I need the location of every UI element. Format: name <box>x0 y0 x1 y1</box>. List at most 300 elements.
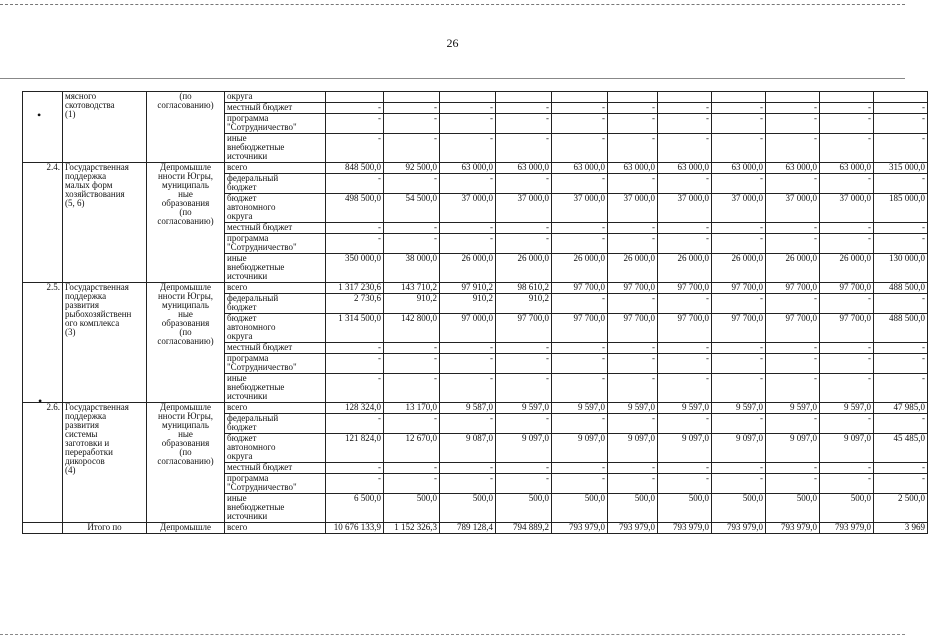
amount-cell: 6 500,0 <box>326 494 384 523</box>
funding-source <box>225 134 326 163</box>
amount-cell: 9 097,0 <box>608 434 658 463</box>
amount-cell: - <box>326 103 384 114</box>
amount-cell: - <box>820 463 874 474</box>
amount-cell: 9 597,0 <box>658 403 712 414</box>
amount-cell: 37 000,0 <box>496 194 552 223</box>
amount-cell: - <box>552 223 608 234</box>
amount-cell: 1 317 230,6 <box>326 283 384 294</box>
cell-line: бюджет <box>227 302 257 312</box>
amount-cell: 143 710,2 <box>384 283 440 294</box>
cell-line: развития <box>65 300 100 310</box>
amount-cell: 9 597,0 <box>496 403 552 414</box>
amount-cell: - <box>552 354 608 374</box>
amount-cell <box>384 92 440 103</box>
funding-source <box>225 103 326 114</box>
amount-cell: 63 000,0 <box>608 163 658 174</box>
amount-cell: 500,0 <box>496 494 552 523</box>
amount-cell: - <box>384 103 440 114</box>
amount-cell: - <box>326 223 384 234</box>
amount-cell: 12 670,0 <box>384 434 440 463</box>
amount-cell: - <box>496 134 552 163</box>
cell-line: "Сотрудничество" <box>227 362 297 372</box>
cell-line: иные <box>227 253 247 263</box>
amount-cell: 789 128,4 <box>440 523 496 534</box>
amount-cell: - <box>608 114 658 134</box>
amount-cell: - <box>766 414 820 434</box>
amount-cell: - <box>326 374 384 403</box>
budget-table <box>22 91 928 534</box>
amount-cell: 9 097,0 <box>820 434 874 463</box>
funding-source <box>225 114 326 134</box>
amount-cell: 9 597,0 <box>820 403 874 414</box>
amount-cell: 9 587,0 <box>440 403 496 414</box>
amount-cell: - <box>326 474 384 494</box>
cell-line: местный бюджет <box>227 102 293 112</box>
amount-cell: 97 910,2 <box>440 283 496 294</box>
amount-cell: 488 500,0 <box>874 314 928 343</box>
amount-cell: - <box>326 114 384 134</box>
cell-line: (5, 6) <box>65 198 85 208</box>
cell-line: хозяйствования <box>65 189 125 199</box>
cell-line: ные <box>178 309 193 319</box>
amount-cell <box>326 92 384 103</box>
amount-cell: - <box>440 223 496 234</box>
amount-cell: - <box>874 294 928 314</box>
amount-cell <box>712 92 766 103</box>
amount-cell: 793 979,0 <box>820 523 874 534</box>
cell-line: поддержка <box>65 291 107 301</box>
amount-cell: - <box>820 174 874 194</box>
amount-cell: 9 097,0 <box>712 434 766 463</box>
amount-cell: 54 500,0 <box>384 194 440 223</box>
bottom-scan-rule <box>0 634 905 635</box>
cell-line: местный бюджет <box>227 222 293 232</box>
cell-line: согласованию) <box>157 336 214 346</box>
cell-line: всего <box>227 402 248 412</box>
cell-line: источники <box>227 391 268 401</box>
cell-line: развития <box>65 420 100 430</box>
amount-cell: - <box>712 343 766 354</box>
amount-cell: - <box>552 294 608 314</box>
amount-cell: - <box>712 234 766 254</box>
funding-source <box>225 414 326 434</box>
funding-source <box>225 434 326 463</box>
cell-line: "Сотрудничество" <box>227 242 297 252</box>
header-rule <box>0 78 905 79</box>
cell-line: бюджет <box>227 182 257 192</box>
amount-cell: - <box>820 103 874 114</box>
cell-line: источники <box>227 271 268 281</box>
amount-cell: - <box>384 134 440 163</box>
amount-cell: 38 000,0 <box>384 254 440 283</box>
amount-cell: 500,0 <box>658 494 712 523</box>
amount-cell: - <box>496 374 552 403</box>
amount-cell: 3 969 <box>874 523 928 534</box>
amount-cell: - <box>820 474 874 494</box>
amount-cell: 97 700,0 <box>496 314 552 343</box>
amount-cell: - <box>552 114 608 134</box>
amount-cell: 9 097,0 <box>496 434 552 463</box>
cell-line: внебюджетные <box>227 142 285 152</box>
amount-cell: - <box>496 354 552 374</box>
amount-cell: - <box>658 474 712 494</box>
amount-cell: 498 500,0 <box>326 194 384 223</box>
amount-cell: - <box>384 234 440 254</box>
amount-cell: 793 979,0 <box>766 523 820 534</box>
amount-cell: - <box>384 114 440 134</box>
amount-cell: - <box>608 103 658 114</box>
amount-cell: - <box>658 294 712 314</box>
cell-line: ого комплекса <box>65 318 120 328</box>
amount-cell: - <box>658 463 712 474</box>
amount-cell: - <box>766 134 820 163</box>
amount-cell: - <box>440 354 496 374</box>
amount-cell <box>440 92 496 103</box>
amount-cell: 63 000,0 <box>658 163 712 174</box>
amount-cell <box>496 92 552 103</box>
amount-cell: - <box>608 354 658 374</box>
item-number <box>23 92 63 163</box>
cell-line: нности Югры, <box>157 291 214 301</box>
funding-source <box>225 194 326 223</box>
item-number: 2.5. <box>23 283 63 403</box>
cell-line: Государственная <box>65 402 129 412</box>
amount-cell: 1 152 326,3 <box>384 523 440 534</box>
amount-cell: 500,0 <box>552 494 608 523</box>
cell-line: бюджет <box>227 313 257 323</box>
amount-cell: 97 700,0 <box>552 314 608 343</box>
amount-cell: - <box>766 294 820 314</box>
amount-cell: 9 087,0 <box>440 434 496 463</box>
table-row <box>23 163 928 174</box>
amount-cell: - <box>658 103 712 114</box>
cell-line: образования <box>161 438 210 448</box>
amount-cell: - <box>552 463 608 474</box>
amount-cell: 130 000,0 <box>874 254 928 283</box>
amount-cell: 2 730,6 <box>326 294 384 314</box>
item-name <box>63 92 147 163</box>
table-row <box>23 283 928 294</box>
item-executor <box>147 403 225 523</box>
amount-cell: - <box>658 374 712 403</box>
amount-cell: - <box>712 474 766 494</box>
amount-cell: 97 700,0 <box>820 283 874 294</box>
amount-cell: 500,0 <box>820 494 874 523</box>
amount-cell: - <box>712 414 766 434</box>
amount-cell: 97 700,0 <box>820 314 874 343</box>
amount-cell: 97 700,0 <box>766 283 820 294</box>
item-name <box>63 163 147 283</box>
amount-cell: - <box>874 114 928 134</box>
cell-line: нности Югры, <box>157 171 214 181</box>
amount-cell: - <box>326 463 384 474</box>
cell-line: всего <box>227 282 248 292</box>
cell-line: автономного <box>227 442 276 452</box>
cell-line: Депромышле <box>159 282 212 292</box>
amount-cell: 37 000,0 <box>658 194 712 223</box>
amount-cell: 121 824,0 <box>326 434 384 463</box>
amount-cell: 97 000,0 <box>440 314 496 343</box>
amount-cell: - <box>552 474 608 494</box>
amount-cell: 142 800,0 <box>384 314 440 343</box>
amount-cell: - <box>766 234 820 254</box>
amount-cell: 793 979,0 <box>658 523 712 534</box>
cell-line: округа <box>227 211 253 221</box>
amount-cell: - <box>874 354 928 374</box>
funding-source <box>225 223 326 234</box>
amount-cell: - <box>326 234 384 254</box>
cell-line: рыбохозяйственн <box>65 309 132 319</box>
amount-cell: 92 500,0 <box>384 163 440 174</box>
cell-line: образования <box>161 318 210 328</box>
amount-cell: 9 097,0 <box>658 434 712 463</box>
amount-cell: - <box>608 463 658 474</box>
amount-cell: - <box>552 343 608 354</box>
amount-cell <box>658 92 712 103</box>
amount-cell: - <box>820 354 874 374</box>
amount-cell: - <box>440 234 496 254</box>
table-row <box>23 403 928 414</box>
amount-cell: 910,2 <box>496 294 552 314</box>
amount-cell: 793 979,0 <box>608 523 658 534</box>
cell-line: иные <box>227 133 247 143</box>
amount-cell: 45 485,0 <box>874 434 928 463</box>
amount-cell: - <box>384 223 440 234</box>
amount-cell: 9 097,0 <box>766 434 820 463</box>
cell-line: федеральный <box>227 173 279 183</box>
amount-cell: - <box>874 174 928 194</box>
amount-cell: 9 597,0 <box>608 403 658 414</box>
cell-line: (по <box>179 207 192 217</box>
amount-cell: - <box>658 354 712 374</box>
funding-source <box>225 163 326 174</box>
amount-cell: - <box>874 234 928 254</box>
item-executor <box>147 163 225 283</box>
amount-cell: - <box>874 223 928 234</box>
funding-source <box>225 254 326 283</box>
amount-cell: - <box>874 474 928 494</box>
table-row <box>23 92 928 103</box>
amount-cell: 63 000,0 <box>496 163 552 174</box>
amount-cell: - <box>384 343 440 354</box>
amount-cell: - <box>820 234 874 254</box>
cell-line: автономного <box>227 202 276 212</box>
cell-line: Государственная <box>65 162 129 172</box>
amount-cell: - <box>820 414 874 434</box>
amount-cell: 63 000,0 <box>440 163 496 174</box>
cell-line: Депромышле <box>159 402 212 412</box>
cell-line: (1) <box>65 109 76 119</box>
amount-cell: - <box>712 463 766 474</box>
cell-line: "Сотрудничество" <box>227 122 297 132</box>
cell-line: мясного <box>65 91 97 101</box>
amount-cell: - <box>874 343 928 354</box>
top-scan-rule <box>0 4 905 5</box>
funding-source <box>225 354 326 374</box>
amount-cell: - <box>326 343 384 354</box>
amount-cell: - <box>608 374 658 403</box>
amount-cell: - <box>440 343 496 354</box>
amount-cell: - <box>874 463 928 474</box>
amount-cell: 793 979,0 <box>712 523 766 534</box>
amount-cell: - <box>608 174 658 194</box>
cell-line: округа <box>227 91 253 101</box>
amount-cell: - <box>440 174 496 194</box>
amount-cell: - <box>440 474 496 494</box>
amount-cell: 128 324,0 <box>326 403 384 414</box>
amount-cell: - <box>766 223 820 234</box>
amount-cell: 1 314 500,0 <box>326 314 384 343</box>
cell-line: бюджет <box>227 433 257 443</box>
amount-cell <box>552 92 608 103</box>
amount-cell: 9 597,0 <box>712 403 766 414</box>
amount-cell: - <box>326 134 384 163</box>
amount-cell: 63 000,0 <box>552 163 608 174</box>
funding-source: всего <box>225 523 326 534</box>
amount-cell: - <box>384 474 440 494</box>
cell-line: малых форм <box>65 180 113 190</box>
amount-cell: 97 700,0 <box>712 314 766 343</box>
amount-cell: - <box>496 103 552 114</box>
cell-line: (4) <box>65 465 76 475</box>
cell-line: поддержка <box>65 411 107 421</box>
cell-line: ные <box>178 429 193 439</box>
amount-cell: 488 500,0 <box>874 283 928 294</box>
cell-line: "Сотрудничество" <box>227 482 297 492</box>
cell-line: программа <box>227 233 269 243</box>
amount-cell: 848 500,0 <box>326 163 384 174</box>
amount-cell: 98 610,2 <box>496 283 552 294</box>
amount-cell: 47 985,0 <box>874 403 928 414</box>
cell-line: иные <box>227 373 247 383</box>
amount-cell: - <box>712 223 766 234</box>
item-name <box>63 403 147 523</box>
cell-line: (по <box>179 91 192 101</box>
item-number <box>23 523 63 534</box>
amount-cell: - <box>552 414 608 434</box>
funding-source <box>225 234 326 254</box>
cell-line: бюджет <box>227 422 257 432</box>
item-number: 2.4. <box>23 163 63 283</box>
amount-cell: 10 676 133,9 <box>326 523 384 534</box>
amount-cell: - <box>820 343 874 354</box>
amount-cell: - <box>384 374 440 403</box>
amount-cell: 793 979,0 <box>552 523 608 534</box>
amount-cell: 26 000,0 <box>766 254 820 283</box>
amount-cell: 185 000,0 <box>874 194 928 223</box>
amount-cell: 500,0 <box>440 494 496 523</box>
amount-cell: - <box>608 474 658 494</box>
amount-cell: 63 000,0 <box>766 163 820 174</box>
amount-cell: - <box>496 414 552 434</box>
amount-cell: - <box>440 103 496 114</box>
cell-line: поддержка <box>65 171 107 181</box>
cell-line: округа <box>227 331 253 341</box>
amount-cell: - <box>874 374 928 403</box>
cell-line: Депромышле <box>159 162 212 172</box>
amount-cell: 97 700,0 <box>658 314 712 343</box>
item-executor <box>147 92 225 163</box>
cell-line: образования <box>161 198 210 208</box>
cell-line: программа <box>227 473 269 483</box>
amount-cell: 500,0 <box>766 494 820 523</box>
amount-cell: - <box>766 463 820 474</box>
cell-line: (по <box>179 447 192 457</box>
amount-cell: - <box>608 343 658 354</box>
amount-cell: - <box>496 223 552 234</box>
amount-cell: - <box>820 114 874 134</box>
amount-cell: - <box>608 234 658 254</box>
amount-cell: 37 000,0 <box>820 194 874 223</box>
amount-cell <box>820 92 874 103</box>
amount-cell: - <box>658 134 712 163</box>
amount-cell: - <box>766 114 820 134</box>
amount-cell: - <box>658 174 712 194</box>
cell-line: внебюджетные <box>227 382 285 392</box>
cell-line: ные <box>178 189 193 199</box>
table-body <box>23 92 928 534</box>
amount-cell: - <box>712 134 766 163</box>
amount-cell: 13 170,0 <box>384 403 440 414</box>
amount-cell: 9 597,0 <box>766 403 820 414</box>
item-name <box>63 283 147 403</box>
amount-cell: - <box>658 343 712 354</box>
total-label: Итого по <box>63 523 147 534</box>
amount-cell: 97 700,0 <box>608 314 658 343</box>
cell-line: программа <box>227 353 269 363</box>
amount-cell: 315 000,0 <box>874 163 928 174</box>
amount-cell: 26 000,0 <box>658 254 712 283</box>
amount-cell: - <box>384 414 440 434</box>
cell-line: согласованию) <box>157 216 214 226</box>
amount-cell <box>766 92 820 103</box>
amount-cell: - <box>608 294 658 314</box>
funding-source <box>225 343 326 354</box>
amount-cell: 63 000,0 <box>712 163 766 174</box>
amount-cell: 63 000,0 <box>820 163 874 174</box>
amount-cell: - <box>712 174 766 194</box>
amount-cell: 26 000,0 <box>440 254 496 283</box>
amount-cell: - <box>552 103 608 114</box>
amount-cell: 500,0 <box>608 494 658 523</box>
amount-cell: - <box>712 114 766 134</box>
amount-cell: - <box>712 103 766 114</box>
amount-cell: 37 000,0 <box>608 194 658 223</box>
amount-cell: - <box>820 374 874 403</box>
amount-cell: - <box>874 414 928 434</box>
cell-line: заготовки и <box>65 438 110 448</box>
amount-cell: 37 000,0 <box>552 194 608 223</box>
amount-cell: 97 700,0 <box>766 314 820 343</box>
amount-cell: 97 700,0 <box>658 283 712 294</box>
cell-line: местный бюджет <box>227 462 293 472</box>
amount-cell: - <box>766 343 820 354</box>
amount-cell: 9 597,0 <box>552 403 608 414</box>
amount-cell: 26 000,0 <box>712 254 766 283</box>
cell-line: согласованию) <box>157 456 214 466</box>
amount-cell: - <box>326 354 384 374</box>
cell-line: всего <box>227 162 248 172</box>
cell-line: скотоводства <box>65 100 115 110</box>
funding-source <box>225 283 326 294</box>
amount-cell: - <box>712 374 766 403</box>
amount-cell: - <box>874 134 928 163</box>
funding-source <box>225 314 326 343</box>
cell-line: муниципаль <box>162 180 209 190</box>
amount-cell: 97 700,0 <box>608 283 658 294</box>
amount-cell: - <box>658 234 712 254</box>
cell-line: (3) <box>65 327 76 337</box>
